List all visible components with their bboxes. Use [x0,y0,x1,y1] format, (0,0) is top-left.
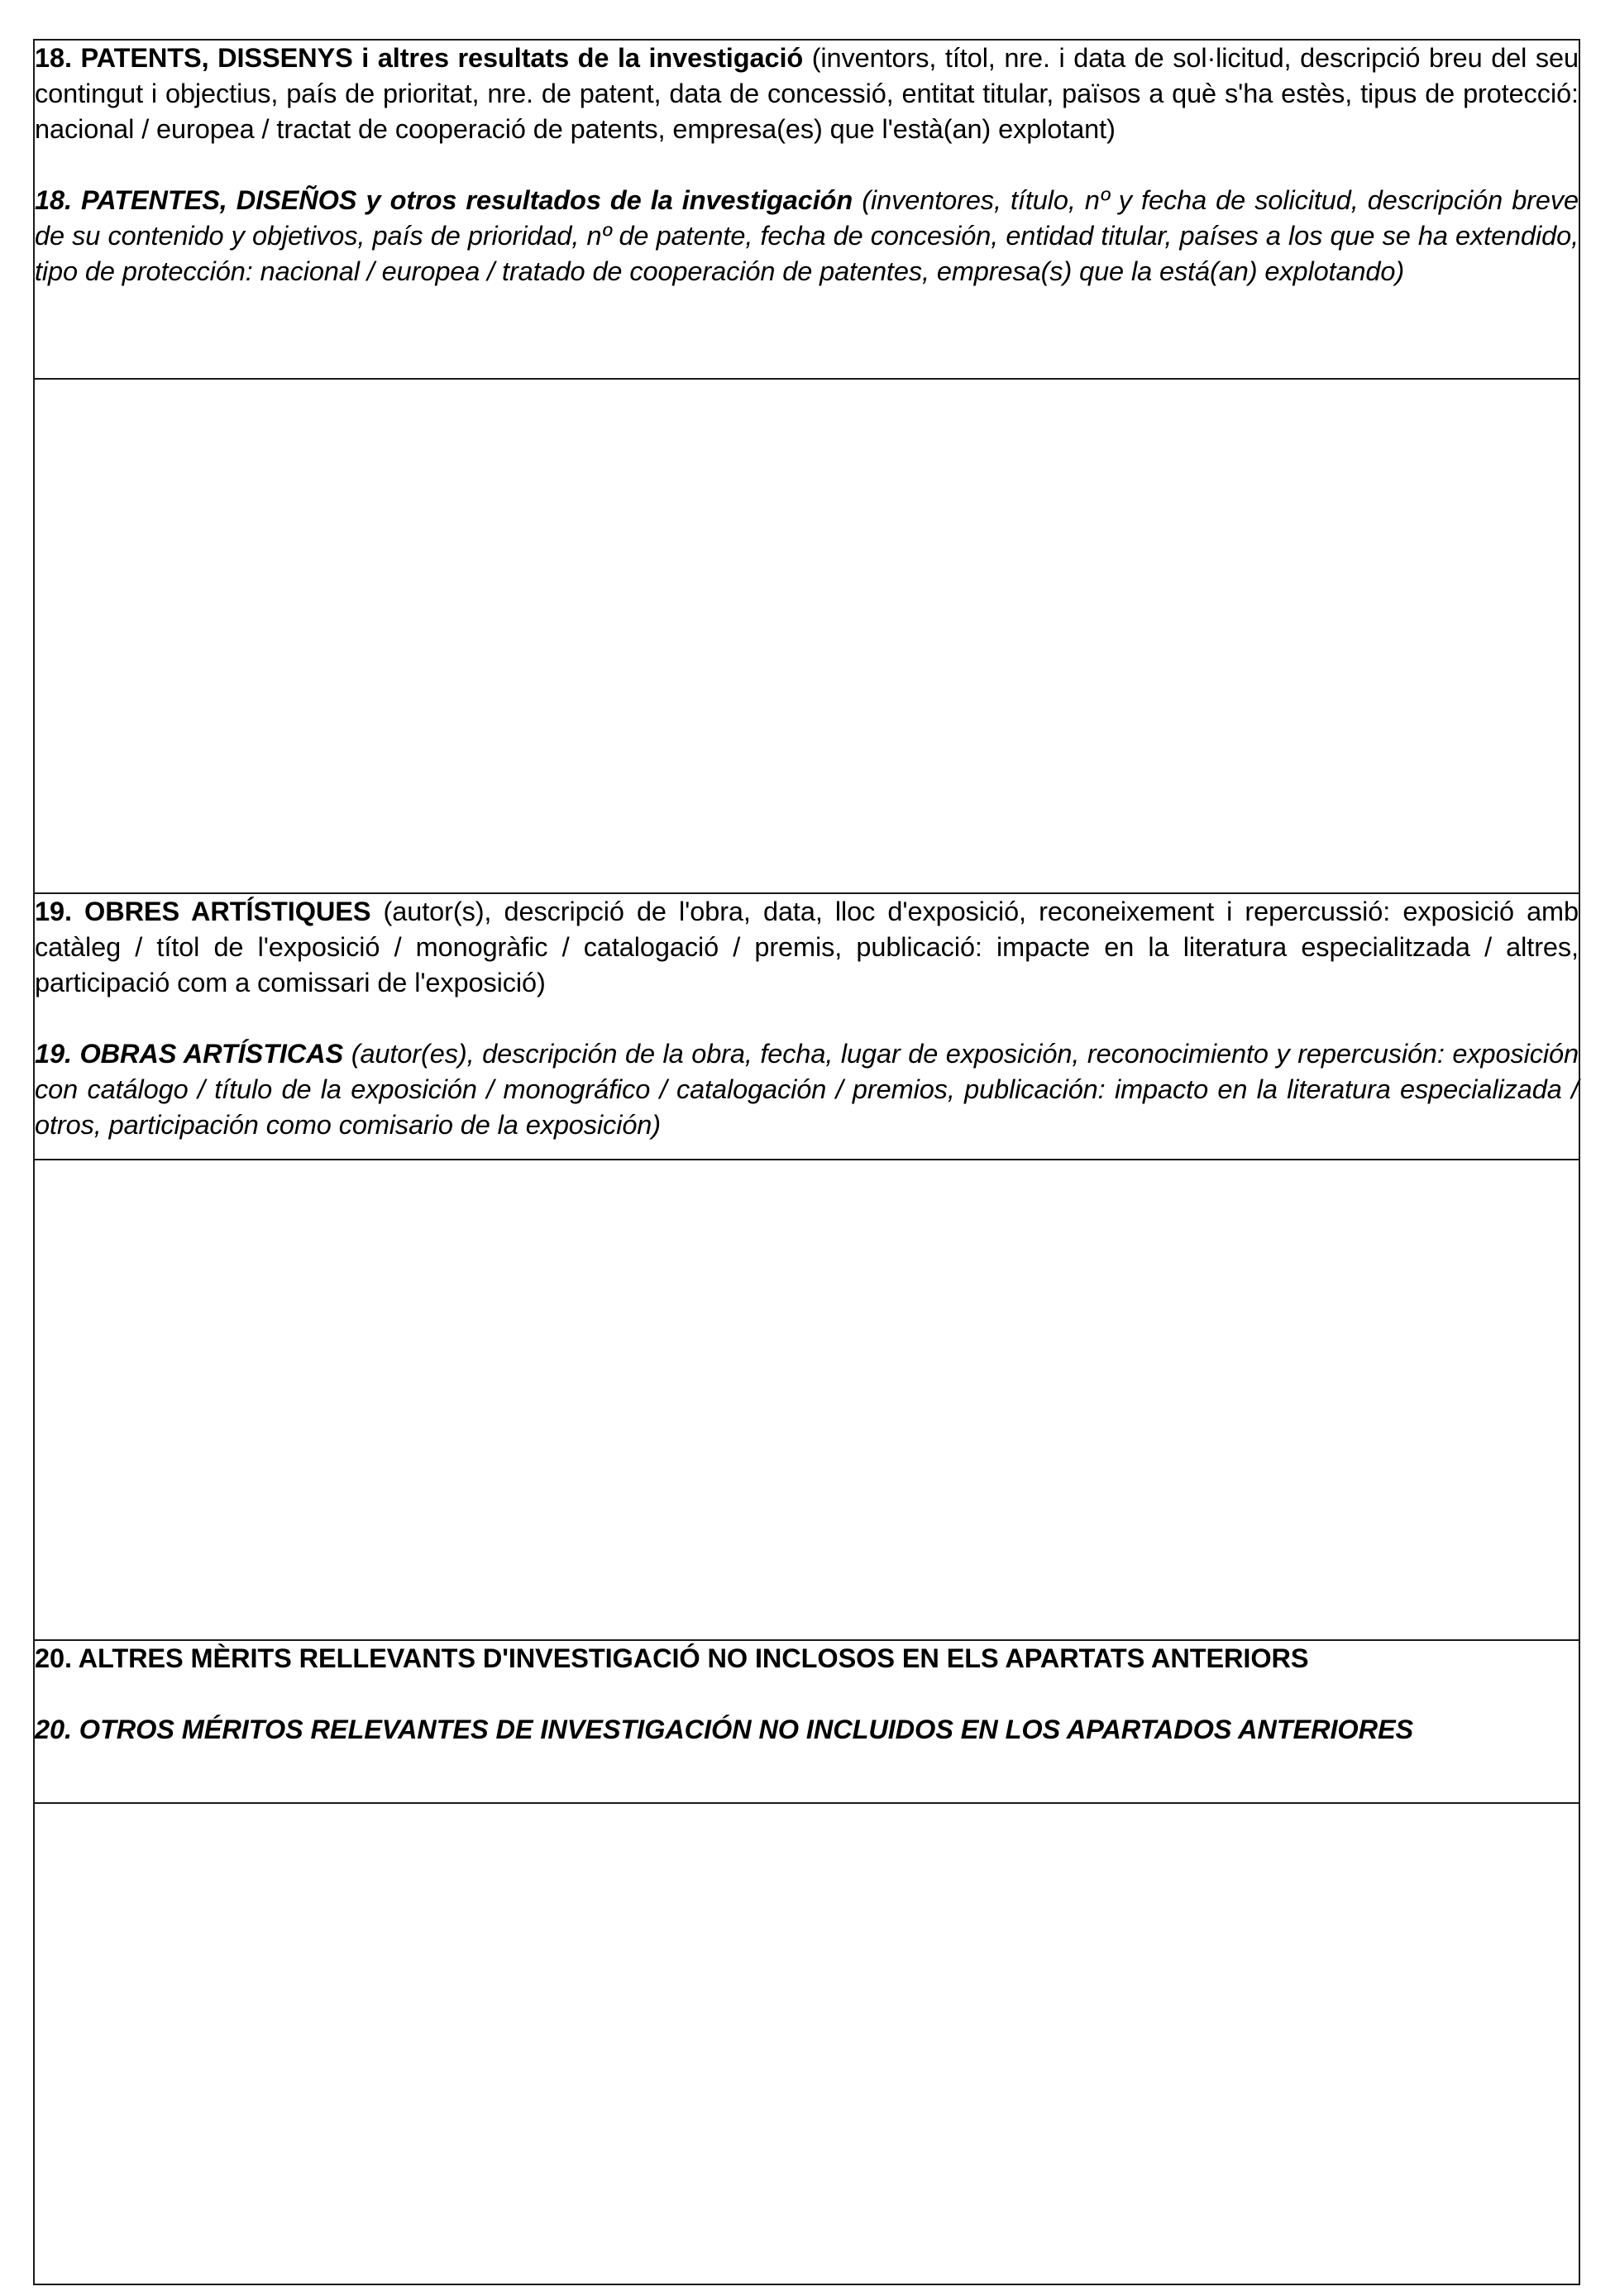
section-19-description-es [35,1036,1579,1143]
section-20-title-es: 20. OTROS MÉRITOS RELEVANTES DE INVESTIGACIÓN NO INCLUIDOS EN LOS APARTADOS ANTERIORES [35,1715,1414,1744]
section-20-header [34,1640,1579,1803]
section-18-header-row [34,40,1579,379]
section-18-detail-es: (inventores, título, nº y fecha de solicitud, descripción breve de su contenido y objetivos, país de prioridad, nº de patente, fecha de concesión, entidad titular, países a los que se ha extendido, tipo de protección: nacional / europea / tratado de cooperación de patentes, empresa(s) que la está(an) explotando) [35,185,1579,286]
section-18-answer-row [34,379,1579,893]
section-19-description-ca [35,894,1579,1001]
section-19-header [34,893,1579,1160]
section-20-description-ca [35,1641,1579,1677]
section-19-title-es: 19. OBRAS ARTÍSTICAS [35,1039,344,1069]
section-18-description-ca [35,41,1579,147]
section-19-header-row [34,893,1579,1160]
section-20-title-ca: 20. ALTRES MÈRITS RELLEVANTS D'INVESTIGACIÓ NO INCLOSOS EN ELS APARTATS ANTERIORS [35,1643,1309,1673]
section-18-detail-ca: (inventors, títol, nre. i data de sol·licitud, descripció breu del seu contingut i objectius, país de prioritat, nre. de patent, data de concessió, entitat titular, països a què s'ha estès, tipus de protecció: nacional / europea / tractat de cooperació de patents, empresa(es) que l'està(an) explotant) [35,43,1579,144]
section-20-header-row [34,1640,1579,1803]
section-18-header [34,40,1579,379]
section-19-answer-row [34,1160,1579,1640]
section-20-answer-row [34,1803,1579,2284]
section-19-answer-field[interactable] [34,1160,1579,1640]
section-20-answer-field[interactable] [34,1803,1579,2284]
section-19-detail-ca: (autor(s), descripció de l'obra, data, lloc d'exposició, reconeixement i repercussió: exposició amb catàleg / títol de l'exposició / monogràfic / catalogació / premis, publicació: impacte en la literatura especialitzada / altres, participació com a comissari de l'exposició) [35,897,1579,997]
section-18-answer-field[interactable] [34,379,1579,893]
section-19-detail-es: (autor(es), descripción de la obra, fecha, lugar de exposición, reconocimiento y repercusión: exposición con catálogo / título de la exposición / monográfico / catalogación / premios, publicación: impacto en la literatura especializada / otros, participación como comisario de la exposición) [35,1039,1579,1140]
section-18-title-ca: 18. PATENTS, DISSENYS i altres resultats de la investigació [35,43,804,73]
section-18-title-es: 18. PATENTES, DISEÑOS y otros resultados de la investigación [35,185,853,215]
section-20-description-es [35,1712,1579,1748]
section-18-description-es [35,183,1579,289]
merits-form-table [33,39,1580,2285]
section-19-title-ca: 19. OBRES ARTÍSTIQUES [35,897,371,926]
